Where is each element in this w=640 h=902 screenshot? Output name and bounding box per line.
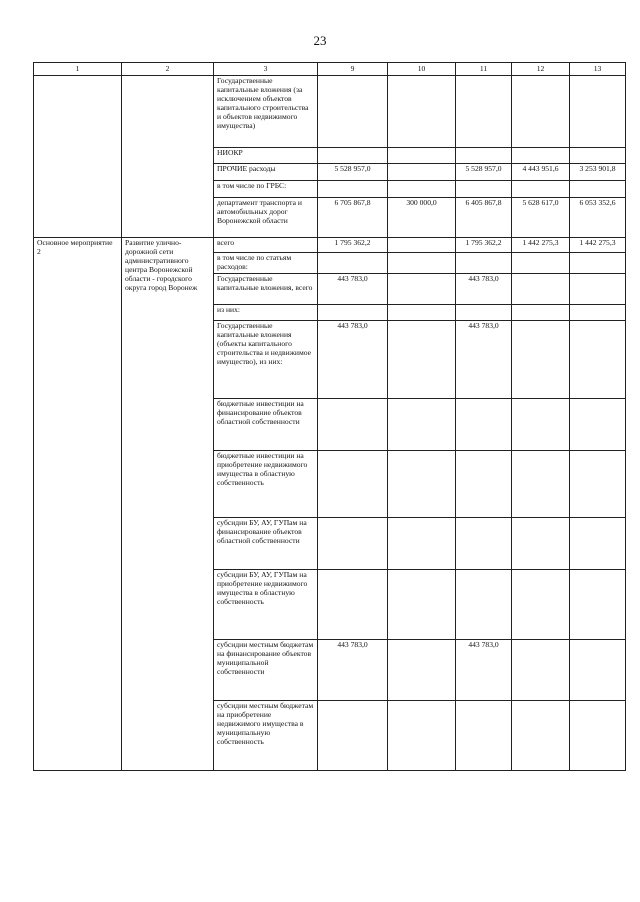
value-cell (318, 181, 388, 198)
value-cell (456, 570, 512, 640)
empty-cell (122, 76, 214, 238)
value-cell: 4 443 951,6 (512, 164, 570, 181)
value-cell (388, 76, 456, 148)
table-row (34, 238, 626, 253)
value-cell (318, 253, 388, 274)
value-cell (456, 181, 512, 198)
row-label: Государственные капитальные вложения (за исключением объектов капитального строительства и объектов недвижимого имущества) (214, 76, 318, 148)
column-header: 10 (388, 63, 456, 76)
column-header: 9 (318, 63, 388, 76)
value-cell (456, 399, 512, 451)
row-label: НИОКР (214, 148, 318, 164)
value-cell (318, 148, 388, 164)
column-header: 12 (512, 63, 570, 76)
value-cell (570, 701, 626, 771)
value-cell: 443 783,0 (456, 640, 512, 701)
value-cell (388, 148, 456, 164)
value-cell (318, 399, 388, 451)
value-cell (512, 518, 570, 570)
row-label: в том числе по статьям расходов: (214, 253, 318, 274)
column-header-row (34, 63, 626, 76)
measure-title: Основное мероприятие 2 (34, 238, 122, 771)
empty-cell (34, 76, 122, 238)
value-cell (570, 321, 626, 399)
value-cell (318, 570, 388, 640)
value-cell (318, 451, 388, 518)
value-cell: 443 783,0 (318, 640, 388, 701)
row-label: Государственные капитальные вложения (объекты капитального строительства и недвижимое имущество), из них: (214, 321, 318, 399)
value-cell (570, 148, 626, 164)
row-label: бюджетные инвестиции на финансирование объектов областной собственности (214, 399, 318, 451)
value-cell (388, 321, 456, 399)
value-cell (456, 148, 512, 164)
value-cell (570, 181, 626, 198)
value-cell (388, 451, 456, 518)
value-cell (388, 164, 456, 181)
value-cell: 6 705 867,8 (318, 198, 388, 238)
value-cell (388, 518, 456, 570)
value-cell (388, 701, 456, 771)
row-label: департамент транспорта и автомобильных дорог Воронежской области (214, 198, 318, 238)
value-cell (318, 701, 388, 771)
value-cell (318, 76, 388, 148)
value-cell (512, 399, 570, 451)
value-cell (512, 76, 570, 148)
value-cell: 300 000,0 (388, 198, 456, 238)
value-cell (388, 274, 456, 305)
value-cell: 1 442 275,3 (570, 238, 626, 253)
value-cell (512, 148, 570, 164)
column-header: 3 (214, 63, 318, 76)
value-cell: 443 783,0 (318, 321, 388, 399)
value-cell (456, 76, 512, 148)
row-label: из них: (214, 305, 318, 321)
row-label: Государственные капитальные вложения, всего (214, 274, 318, 305)
value-cell (318, 518, 388, 570)
value-cell (512, 570, 570, 640)
row-label: в том числе по ГРБС: (214, 181, 318, 198)
value-cell (456, 253, 512, 274)
value-cell (570, 451, 626, 518)
value-cell (570, 76, 626, 148)
row-label: субсидии БУ, АУ, ГУПам на финансирование объектов областной собственности (214, 518, 318, 570)
row-label: субсидии местным бюджетам на приобретение недвижимого имущества в муниципальную собственность (214, 701, 318, 771)
value-cell (512, 701, 570, 771)
value-cell (570, 570, 626, 640)
column-header: 1 (34, 63, 122, 76)
value-cell (388, 640, 456, 701)
value-cell (512, 321, 570, 399)
value-cell: 1 795 362,2 (318, 238, 388, 253)
value-cell: 3 253 901,8 (570, 164, 626, 181)
value-cell (570, 518, 626, 570)
row-label: субсидии БУ, АУ, ГУПам на приобретение недвижимого имущества в областную собственность (214, 570, 318, 640)
value-cell: 443 783,0 (456, 321, 512, 399)
value-cell (388, 238, 456, 253)
column-header: 13 (570, 63, 626, 76)
value-cell (512, 451, 570, 518)
budget-table (33, 62, 626, 771)
table-row (34, 76, 626, 148)
value-cell: 443 783,0 (456, 274, 512, 305)
column-header: 2 (122, 63, 214, 76)
value-cell: 1 795 362,2 (456, 238, 512, 253)
value-cell (512, 640, 570, 701)
value-cell (456, 701, 512, 771)
row-label: субсидии местным бюджетам на финансирование объектов муниципальной собственности (214, 640, 318, 701)
row-label: бюджетные инвестиции на приобретение недвижимого имущества в областную собственность (214, 451, 318, 518)
value-cell (512, 181, 570, 198)
value-cell (456, 518, 512, 570)
value-cell (388, 181, 456, 198)
value-cell (570, 305, 626, 321)
value-cell (388, 399, 456, 451)
value-cell: 1 442 275,3 (512, 238, 570, 253)
value-cell (388, 305, 456, 321)
value-cell (570, 640, 626, 701)
measure-description: Развитие улично-дорожной сети административного центра Воронежской области - городского округа город Воронеж (122, 238, 214, 771)
page-number: 23 (313, 33, 327, 48)
row-label: ПРОЧИЕ расходы (214, 164, 318, 181)
value-cell (512, 253, 570, 274)
value-cell: 443 783,0 (318, 274, 388, 305)
value-cell: 5 528 957,0 (456, 164, 512, 181)
value-cell: 5 628 617,0 (512, 198, 570, 238)
value-cell: 6 053 352,6 (570, 198, 626, 238)
value-cell (512, 274, 570, 305)
value-cell (318, 305, 388, 321)
value-cell: 6 405 867,8 (456, 198, 512, 238)
value-cell (456, 305, 512, 321)
value-cell (570, 274, 626, 305)
value-cell (570, 253, 626, 274)
value-cell (388, 253, 456, 274)
row-label: всего (214, 238, 318, 253)
column-header: 11 (456, 63, 512, 76)
value-cell (456, 451, 512, 518)
value-cell: 5 528 957,0 (318, 164, 388, 181)
value-cell (388, 570, 456, 640)
value-cell (570, 399, 626, 451)
value-cell (512, 305, 570, 321)
